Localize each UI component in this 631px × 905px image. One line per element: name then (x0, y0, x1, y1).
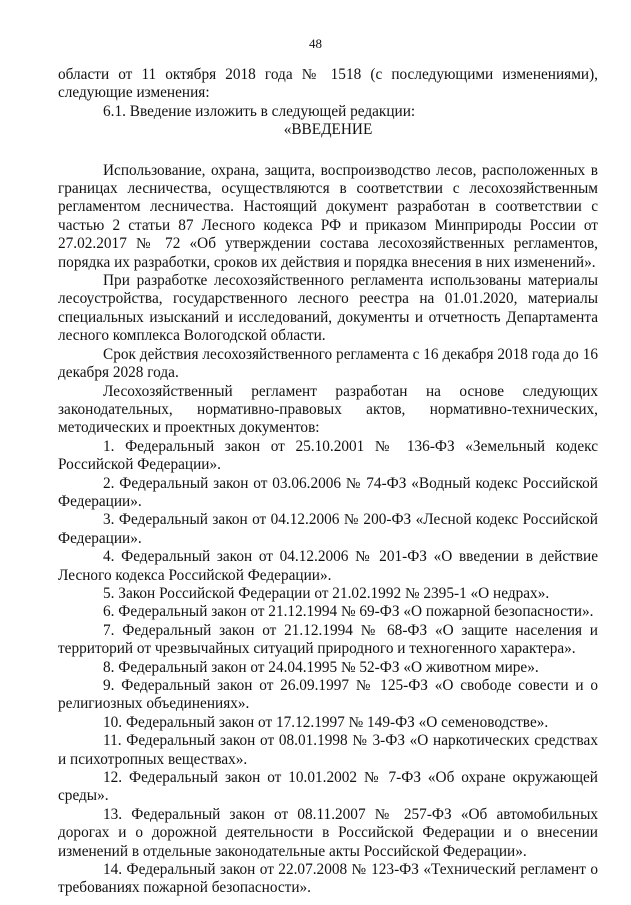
list-item: 4. Федеральный закон от 04.12.2006 № 201-ФЗ «О введении в действие Лесного кодекса Российской Федерации». (58, 548, 598, 584)
paragraph: Лесохозяйственный регламент разработан на основе следующих законодательных, нормативно-правовых актов, нормативно-технических, методических и проектных документов: (58, 382, 598, 437)
list-item: 7. Федеральный закон от 21.12.1994 № 68-ФЗ «О защите населения и территорий от чрезвычайных ситуаций природного и техногенного характера». (58, 621, 598, 658)
paragraph: При разработке лесохозяйственного регламента использованы материалы лесоустройства, государственного лесного реестра на 01.01.2020, материалы специальных изысканий и исследований, документы и отчетность Департамента лесного комплекса Вологодской области. (58, 272, 598, 345)
list-item: 3. Федеральный закон от 04.12.2006 № 200-ФЗ «Лесной кодекс Российской Федерации». (58, 511, 598, 547)
list-item: 6. Федеральный закон от 21.12.1994 № 69-ФЗ «О пожарной безопасности». (103, 603, 594, 621)
list-item: 14. Федеральный закон от 22.07.2008 № 123-ФЗ «Технический регламент о требованиях пожарной безопасности». (58, 861, 598, 897)
page-number: 48 (309, 36, 322, 51)
list-item: 2. Федеральный закон от 03.06.2006 № 74-ФЗ «Водный кодекс Российской Федерации». (58, 474, 598, 510)
section-heading: «ВВЕДЕНИЕ (283, 121, 373, 139)
list-item: 11. Федеральный закон от 08.01.1998 № 3-ФЗ «О наркотических средствах и психотропных веществах». (58, 732, 598, 768)
list-item: 1. Федеральный закон от 25.10.2001 № 136-ФЗ «Земельный кодекс Российской Федерации». (58, 437, 598, 474)
amendment-item: 6.1. Введение изложить в следующей редакции: (103, 102, 416, 120)
list-item: 12. Федеральный закон от 10.01.2002 № 7-ФЗ «Об охране окружающей среды». (58, 769, 598, 805)
spacer (58, 140, 598, 162)
list-item: 8. Федеральный закон от 24.04.1995 № 52-ФЗ «О животном мире». (103, 658, 539, 676)
list-item: 5. Закон Российской Федерации от 21.02.1992 № 2395-1 «О недрах». (103, 584, 550, 602)
paragraph: Срок действия лесохозяйственного регламента с 16 декабря 2018 года до 16 декабря 2028 года. (58, 345, 598, 382)
document-body (58, 66, 598, 898)
paragraph: Использование, охрана, защита, воспроизводство лесов, расположенных в границах лесничества, осуществляются в соответствии с лесохозяйственным регламентом лесничества. Настоящий документ разработан в соответствии с частью 2 статьи 87 Лесного кодекса РФ и приказом Минприроды России от 27.02.2017 № 72 «Об утверждении состава лесохозяйственных регламентов, порядка их разработки, сроков их действия и порядка внесения в них изменений». (58, 161, 598, 271)
list-item: 13. Федеральный закон от 08.11.2007 № 257-ФЗ «Об автомобильных дорогах и о дорожной деятельности в Российской Федерации и о внесении изменений в отдельные законодательные акты Российской Федерации». (58, 805, 598, 860)
list-item: 10. Федеральный закон от 17.12.1997 № 149-ФЗ «О семеноводстве». (103, 713, 549, 731)
list-item: 9. Федеральный закон от 26.09.1997 № 125-ФЗ «О свободе совести и о религиозных объединениях». (58, 677, 598, 713)
intro-line: области от 11 октября 2018 года № 1518 (с последующими изменениями), следующие изменения: (58, 66, 598, 102)
